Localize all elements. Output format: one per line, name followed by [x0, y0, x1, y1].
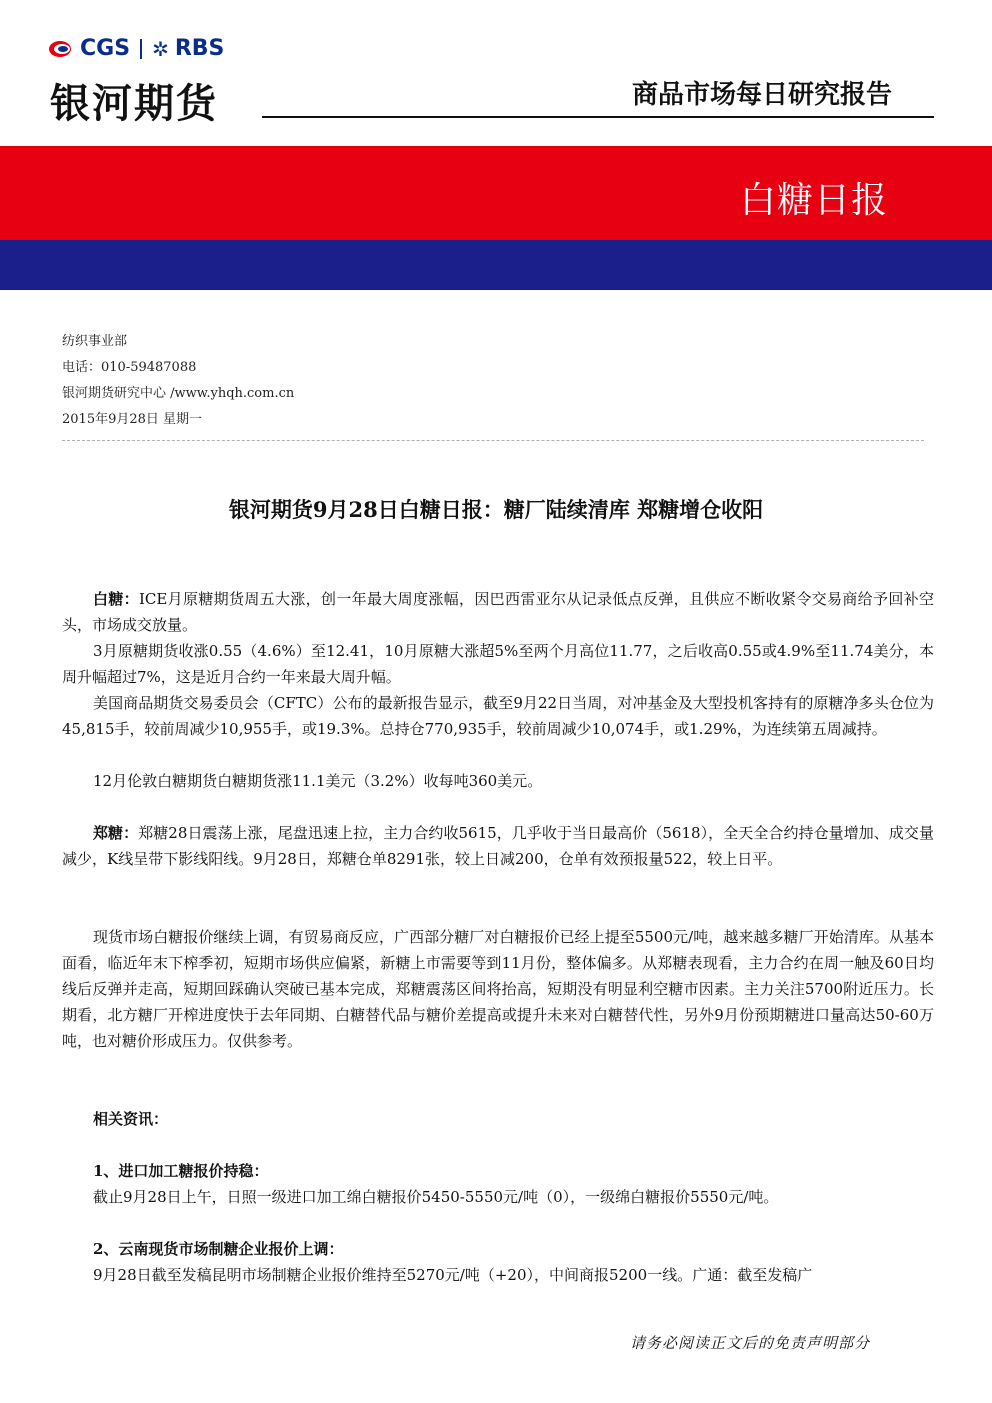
related-heading: 相关资讯：	[93, 1110, 169, 1128]
research-center-url[interactable]: 银河期货研究中心 /www.yhqh.com.cn	[62, 386, 295, 401]
zheng-paragraph	[62, 820, 934, 872]
blue-banner	[0, 240, 992, 290]
banner-title: 白糖日报	[740, 180, 889, 221]
logo-separator	[140, 39, 142, 59]
logo-rbs-text: RBS	[174, 36, 225, 61]
sugar-paragraph-4: 12月伦敦白糖期货白糖期货涨11.1美元（3.2%）收每吨360美元。	[93, 772, 543, 790]
header-divider	[262, 116, 934, 118]
cgs-swoosh-icon	[48, 38, 74, 60]
report-date: 2015年9月28日 星期一	[62, 412, 203, 427]
logo-cgs-text: CGS	[80, 36, 131, 61]
news-1-heading: 1、进口加工糖报价持稳：	[93, 1162, 269, 1180]
company-logo-en	[48, 36, 224, 61]
sugar-paragraph-2: 3月原糖期货收涨0.55（4.6%）至12.41，10月原糖大涨超5%至两个月高位11.77，之后收高0.55或4.9%至11.74美分，本周升幅超过7%，这是近月合约一年来最大周升幅。	[62, 642, 934, 686]
sugar-paragraph-1	[62, 586, 934, 638]
zheng-text: 郑糖28日震荡上涨，尾盘迅速上拉，主力合约收5615，几乎收于当日最高价（5618），全天全合约持仓量增加、成交量减少，K线呈带下影线阳线。9月28日，郑糖仓单8291张，较上日减200，仓单有效预报量522，较上日平。	[62, 824, 934, 868]
report-type-title: 商品市场每日研究报告	[632, 80, 893, 110]
news-2-body: 9月28日截至发稿昆明市场制糖企业报价维持至5270元/吨（+20），中间商报5200一线。广通：截至发稿广	[93, 1266, 813, 1284]
spot-paragraph: 现货市场白糖报价继续上调，有贸易商反应，广西部分糖厂对白糖报价已经上提至5500元/吨，越来越多糖厂开始清库。从基本面看，临近年末下榨季初，短期市场供应偏紧，新糖上市需要等到11月份，整体偏多。从郑糖表现看，主力合约在周一触及60日均线后反弹并走高，短期回踩确认突破已基本完成，郑糖震荡区间将抬高，短期没有明显利空糖市因素。主力关注5700附近压力。长期看，北方糖厂开榨进度快于去年同期、白糖替代品与糖价差提高或提升未来对白糖替代性，另外9月份预期糖进口量高达50-60万吨，也对糖价形成压力。仅供参考。	[62, 928, 934, 1050]
company-logo-cn: 银河期货	[50, 81, 218, 127]
dashed-divider	[62, 440, 924, 441]
department: 纺织事业部	[62, 334, 128, 349]
phone: 电话：010-59487088	[62, 360, 197, 375]
news-1-body: 截止9月28日上午，日照一级进口加工绵白糖报价5450-5550元/吨（0），一级绵白糖报价5550元/吨。	[93, 1188, 779, 1206]
sugar-paragraph-3: 美国商品期货交易委员会（CFTC）公布的最新报告显示，截至9月22日当周，对冲基金及大型投机客持有的原糖净多头仓位为45,815手，较前周减少10,955手，或19.3%。总持仓770,935手，较前周减少10,074手，或1.29%，为连续第五周减持。	[62, 694, 934, 738]
disclaimer-note: 请务必阅读正文后的免责声明部分	[630, 1334, 871, 1352]
rbs-star-icon: ✲	[152, 36, 169, 61]
news-2-heading: 2、云南现货市场制糖企业报价上调：	[93, 1240, 344, 1258]
sugar-label: 白糖：	[93, 590, 139, 608]
zheng-label: 郑糖：	[93, 824, 139, 842]
document-title: 银河期货9月28日白糖日报：糖厂陆续清库 郑糖增仓收阳	[228, 497, 764, 522]
sugar-text-1: ICE月原糖期货周五大涨，创一年最大周度涨幅，因巴西雷亚尔从记录低点反弹，且供应不断收紧令交易商给予回补空头，市场成交放量。	[62, 590, 934, 634]
